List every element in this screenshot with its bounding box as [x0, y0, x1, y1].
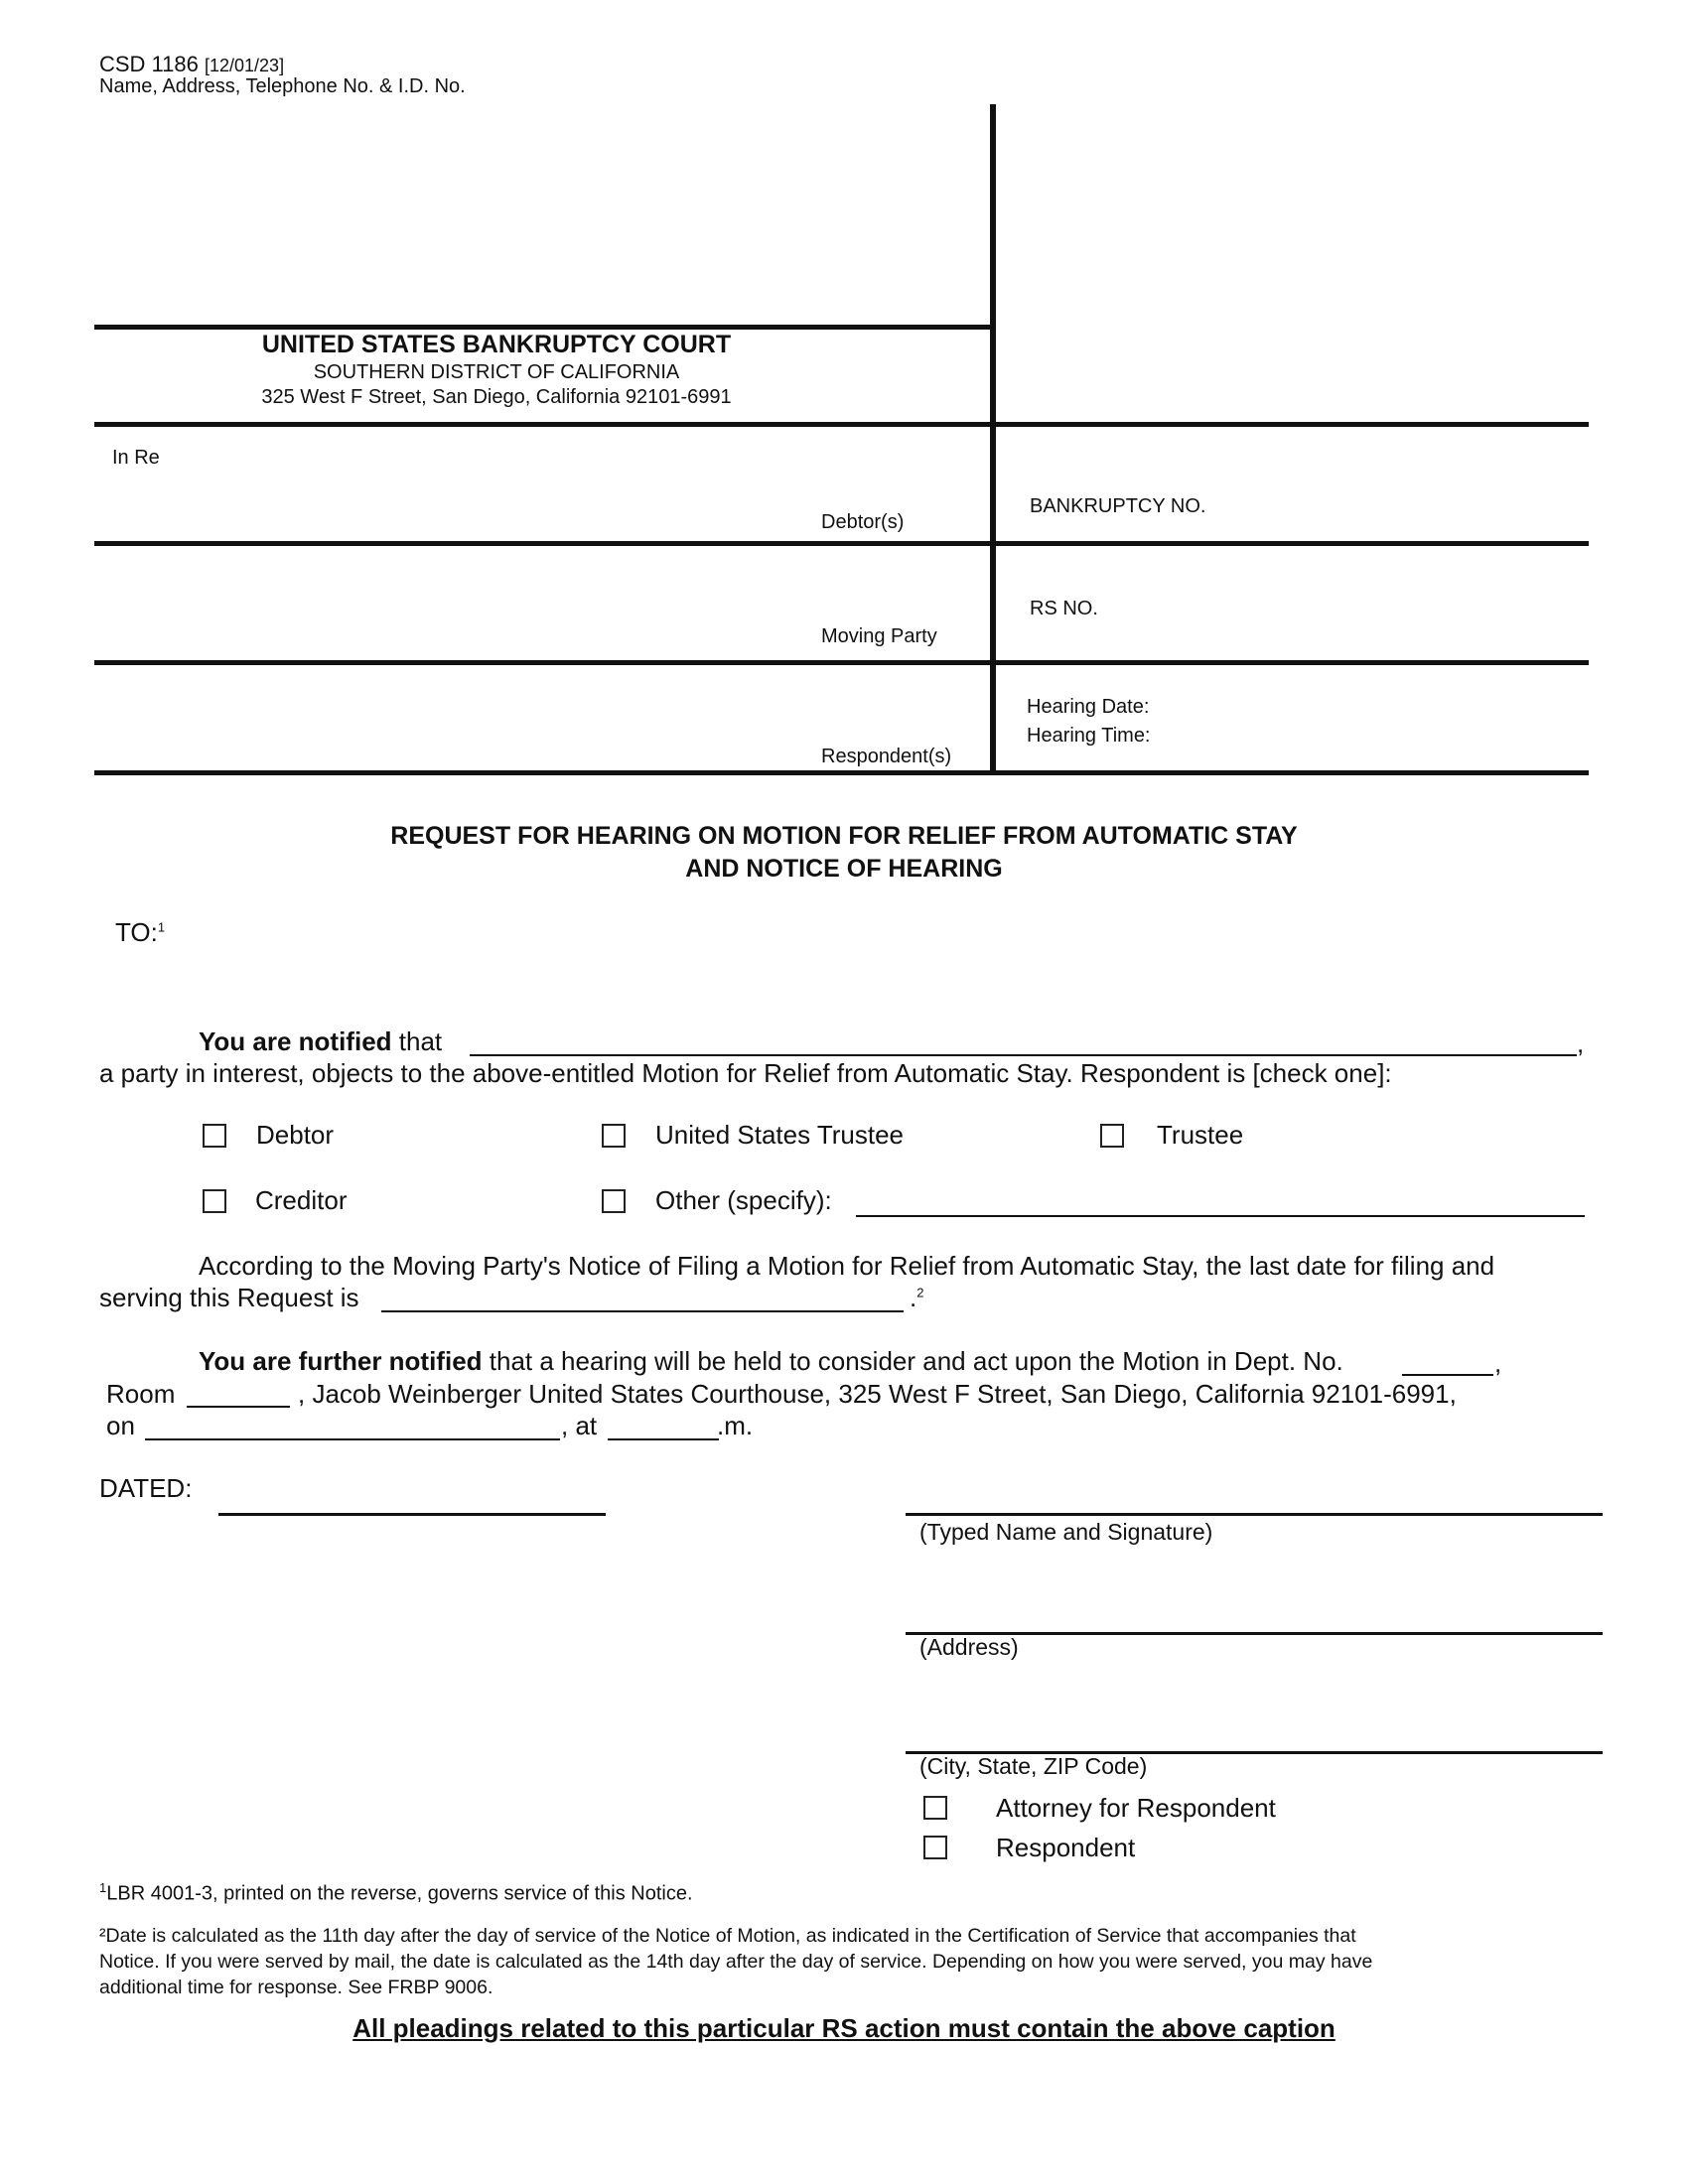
footnote-1: $^1$LBR 4001-3, printed on the reverse, governs service of this Notice.: [99, 1880, 693, 1905]
respondent-label: Respondent: [996, 1833, 1136, 1862]
form-title-line1: REQUEST FOR HEARING ON MOTION FOR RELIEF FROM AUTOMATIC STAY: [390, 822, 1298, 850]
debtors-label: Debtor(s): [821, 511, 905, 533]
bankruptcy-no-label: BANKRUPTCY NO.: [1030, 495, 1206, 517]
deadline-period: .$^2$: [910, 1283, 924, 1312]
name-address-label: Name, Address, Telephone No. & I.D. No.: [99, 75, 466, 97]
form-date: [12/01/23]: [205, 56, 285, 75]
us-trustee-option-label: United States Trustee: [655, 1120, 905, 1150]
respondent-checkbox[interactable]: [923, 1836, 947, 1859]
form-number: CSD 1186: [99, 52, 199, 76]
at-label: , at: [561, 1411, 598, 1440]
am-pm-suffix: .m.: [717, 1411, 754, 1440]
deadline-line1: According to the Moving Party's Notice of Filing a Motion for Relief from Automatic Stay, the last date for filing and: [199, 1251, 1495, 1281]
caption-rule-3: [94, 660, 1589, 665]
attorney-for-respondent-checkbox[interactable]: [923, 1796, 947, 1820]
us-trustee-checkbox[interactable]: [602, 1124, 626, 1148]
creditor-option-label: Creditor: [255, 1185, 348, 1215]
other-option-label: Other (specify):: [655, 1185, 832, 1215]
hearing-date-label: Hearing Date:: [1027, 696, 1150, 718]
respondents-label: Respondent(s): [821, 746, 952, 767]
further-comma: ,: [1494, 1348, 1502, 1378]
typed-name-label: (Typed Name and Signature): [919, 1519, 1213, 1545]
address-label: (Address): [919, 1634, 1019, 1660]
hearing-date-field[interactable]: [145, 1438, 560, 1440]
footnote-2-line3: additional time for response. See FRBP 9006.: [99, 1977, 493, 1998]
on-label: on: [106, 1411, 135, 1440]
footnote-2-line2: Notice. If you were served by mail, the date is calculated as the 14th day after the day of service. Depending on how you were served, you may have: [99, 1951, 1373, 1973]
caption-requirement-notice: All pleadings related to this particular RS action must contain the above caption: [352, 2013, 1336, 2043]
debtor-option-label: Debtor: [256, 1120, 335, 1150]
court-address: 325 West F Street, San Diego, California 92101-6991: [261, 386, 732, 408]
dated-field[interactable]: [218, 1513, 606, 1516]
court-name: UNITED STATES BANKRUPTCY COURT: [261, 331, 732, 358]
notified-line2: a party in interest, objects to the above-entitled Motion for Relief from Automatic Stay. Respondent is [check one]:: [99, 1058, 1392, 1088]
form-id: [99, 52, 284, 77]
hearing-time-field[interactable]: [608, 1438, 719, 1440]
creditor-checkbox[interactable]: [203, 1189, 226, 1213]
hearing-time-label: Hearing Time:: [1027, 725, 1151, 747]
other-specify-field[interactable]: [856, 1215, 1585, 1217]
court-district: SOUTHERN DISTRICT OF CALIFORNIA: [313, 361, 680, 383]
court-top-rule: [94, 325, 993, 330]
caption-rule-4: [94, 770, 1589, 775]
city-state-zip-label: (City, State, ZIP Code): [919, 1753, 1148, 1779]
objecting-party-field[interactable]: [470, 1054, 1577, 1056]
dept-no-field[interactable]: [1402, 1374, 1493, 1376]
other-checkbox[interactable]: [602, 1189, 626, 1213]
notified-lead: You are notified that: [199, 1026, 443, 1056]
trustee-checkbox[interactable]: [1100, 1124, 1124, 1148]
caption-rule-1: [94, 422, 1589, 427]
attorney-for-respondent-label: Attorney for Respondent: [996, 1793, 1276, 1823]
debtor-checkbox[interactable]: [203, 1124, 226, 1148]
caption-rule-2: [94, 541, 1589, 546]
signature-line[interactable]: [906, 1513, 1603, 1516]
form-title-line2: AND NOTICE OF HEARING: [685, 855, 1003, 883]
moving-party-label: Moving Party: [821, 625, 937, 647]
to-label: TO:$^1$: [115, 917, 166, 947]
last-date-field[interactable]: [381, 1310, 904, 1312]
dated-label: DATED:: [99, 1473, 193, 1503]
room-label: Room: [106, 1379, 176, 1409]
deadline-line2: serving this Request is: [99, 1283, 359, 1312]
footnote-2-line1: ²Date is calculated as the 11th day after the day of service of the Notice of Motion, as indicated in the Certification of Service that accompanies that: [99, 1925, 1356, 1947]
room-field[interactable]: [187, 1406, 290, 1408]
in-re-label: In Re: [112, 447, 160, 469]
further-line2: , Jacob Weinberger United States Courthouse, 325 West F Street, San Diego, California 92101-6991,: [298, 1379, 1457, 1409]
further-line1: You are further notified that a hearing will be held to consider and act upon the Motion in Dept. No.: [199, 1346, 1343, 1376]
trustee-option-label: Trustee: [1157, 1120, 1244, 1150]
notified-comma: ,: [1577, 1028, 1585, 1058]
caption-vertical-divider: [990, 104, 996, 772]
rs-no-label: RS NO.: [1030, 598, 1098, 619]
